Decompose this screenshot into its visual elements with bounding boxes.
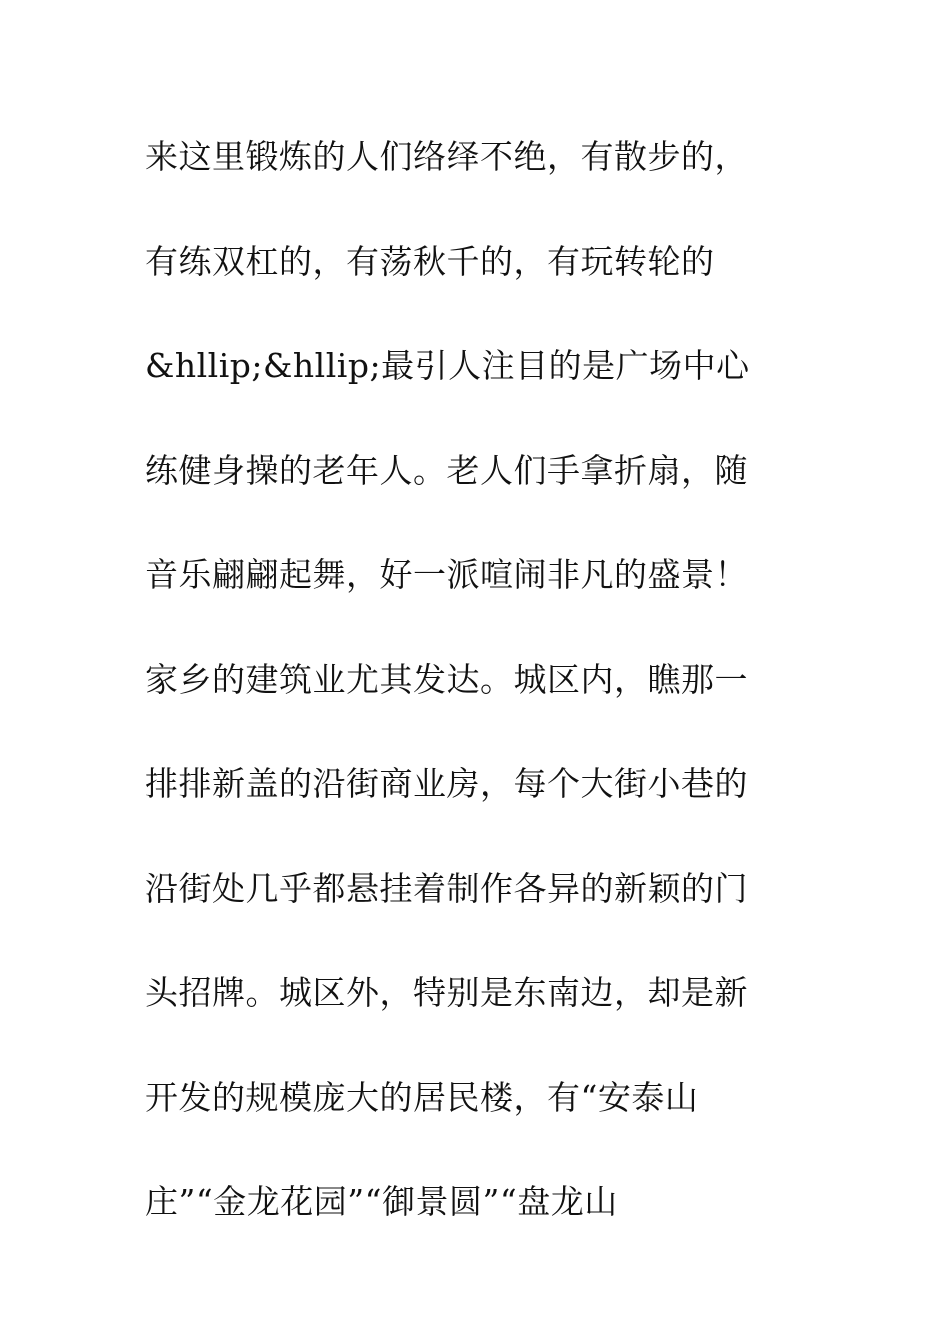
body-text — [145, 126, 785, 1276]
text-line: 沿街处几乎都悬挂着制作各异的新颖的门 — [145, 868, 748, 908]
text-line: 家乡的建筑业尤其发达。城区内，瞧那一 — [145, 659, 748, 699]
text-line: 头招牌。城区外，特别是东南边，却是新 — [145, 973, 748, 1012]
text-line: 有练双杠的，有荡秋千的，有玩转轮的 — [145, 241, 715, 281]
text-line: 开发的规模庞大的居民楼，有“安泰山 — [145, 1077, 699, 1117]
text-line: 练健身操的老年人。老人们手拿折扇，随 — [145, 450, 748, 490]
text-line: 庄”“金龙花园”“御景圆”“盘龙山 — [145, 1182, 618, 1221]
text-line: &hllip;&hllip;最引人注目的是广场中心 — [145, 346, 750, 385]
text-line: 排排新盖的沿街商业房，每个大街小巷的 — [145, 764, 748, 803]
text-line: 来这里锻炼的人们络绎不绝，有散步的， — [145, 137, 748, 176]
text-line: 音乐翩翩起舞，好一派喧闹非凡的盛景！ — [145, 555, 748, 594]
